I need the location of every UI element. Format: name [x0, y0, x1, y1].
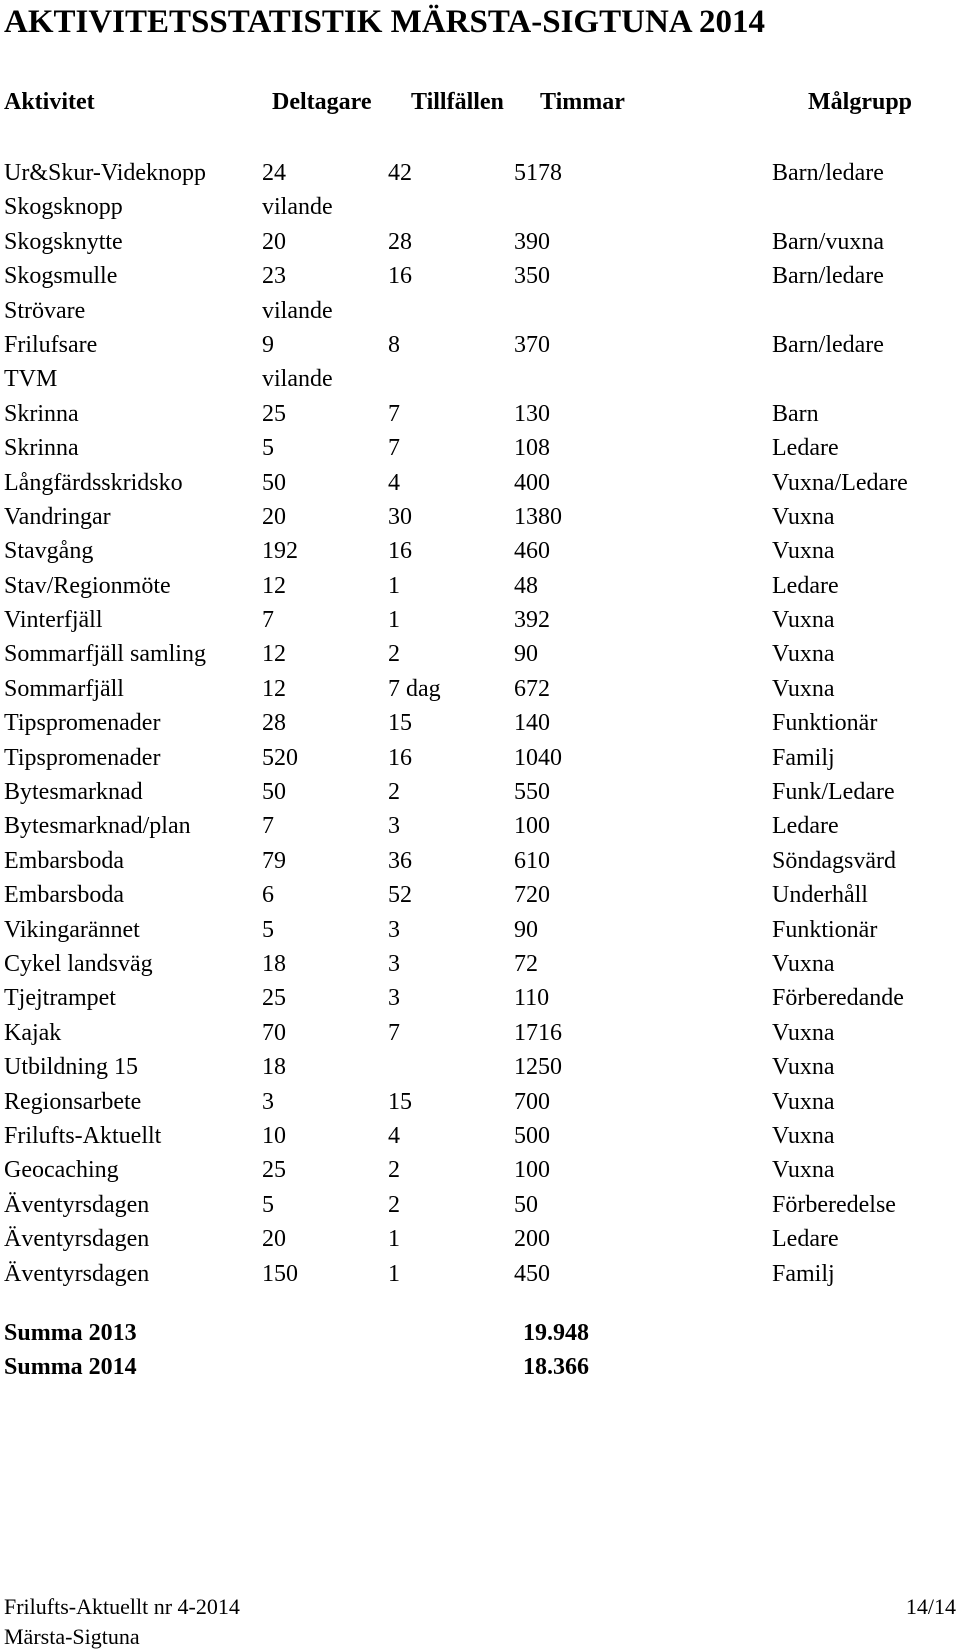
- cell-malgrupp: Söndagsvärd: [772, 847, 896, 874]
- cell-deltagare: 192: [262, 538, 298, 565]
- table-row: [0, 500, 960, 534]
- cell-malgrupp: Ledare: [772, 1226, 839, 1253]
- cell-aktivitet: Utbildning 15: [4, 1054, 139, 1081]
- cell-tillfallen: 2: [388, 1157, 400, 1184]
- cell-tillfallen: 7: [388, 400, 400, 427]
- header-aktivitet: Aktivitet: [4, 89, 95, 115]
- cell-aktivitet: Vinterfjäll: [4, 607, 103, 634]
- table-row: [0, 1222, 960, 1256]
- cell-timmar: 110: [514, 985, 550, 1012]
- cell-deltagare: 9: [262, 331, 274, 358]
- table-row: [0, 156, 960, 190]
- table-row: [0, 294, 960, 328]
- cell-malgrupp: Vuxna: [772, 1122, 835, 1149]
- cell-aktivitet: Äventyrsdagen: [4, 1191, 150, 1218]
- table-row: [0, 981, 960, 1015]
- cell-deltagare: 50: [262, 779, 286, 806]
- cell-timmar: 550: [514, 779, 550, 806]
- cell-aktivitet: Skogsmulle: [4, 263, 118, 290]
- table-row: [0, 569, 960, 603]
- table-row: [0, 603, 960, 637]
- cell-deltagare: 23: [262, 263, 286, 290]
- cell-malgrupp: Barn/ledare: [772, 331, 884, 358]
- cell-deltagare: 12: [262, 572, 286, 599]
- cell-timmar: 392: [514, 607, 550, 634]
- table-row: [0, 1188, 960, 1222]
- cell-timmar: 700: [514, 1088, 550, 1115]
- header-tillfallen: Tillfällen: [411, 89, 504, 115]
- table-row: [0, 1119, 960, 1153]
- cell-timmar: 108: [514, 435, 550, 462]
- cell-deltagare: 5: [262, 1191, 274, 1218]
- cell-malgrupp: Vuxna: [772, 641, 835, 668]
- cell-tillfallen: 2: [388, 779, 400, 806]
- table-row: [0, 397, 960, 431]
- summary-label: Summa 2013: [4, 1320, 137, 1346]
- cell-aktivitet: Cykel landsväg: [4, 950, 153, 977]
- cell-timmar: 460: [514, 538, 550, 565]
- cell-tillfallen: 16: [388, 263, 412, 290]
- cell-aktivitet: Äventyrsdagen: [4, 1226, 150, 1253]
- cell-aktivitet: TVM: [4, 366, 58, 393]
- cell-malgrupp: Barn/vuxna: [772, 228, 884, 255]
- cell-malgrupp: Vuxna/Ledare: [772, 469, 908, 496]
- cell-deltagare: 7: [262, 813, 274, 840]
- cell-malgrupp: Vuxna: [772, 503, 835, 530]
- cell-timmar: 140: [514, 710, 550, 737]
- cell-aktivitet: Tjejtrampet: [4, 985, 116, 1012]
- cell-aktivitet: Äventyrsdagen: [4, 1260, 150, 1287]
- table-row: [0, 466, 960, 500]
- cell-timmar: 1380: [514, 503, 562, 530]
- cell-deltagare: 50: [262, 469, 286, 496]
- cell-aktivitet: Embarsboda: [4, 882, 124, 909]
- table-row: [0, 672, 960, 706]
- cell-aktivitet: Strövare: [4, 297, 86, 324]
- cell-tillfallen: 36: [388, 847, 412, 874]
- cell-aktivitet: Långfärdsskridsko: [4, 469, 183, 496]
- table-row: [0, 775, 960, 809]
- cell-timmar: 1040: [514, 744, 562, 771]
- cell-malgrupp: Vuxna: [772, 538, 835, 565]
- summary-label: Summa 2014: [4, 1354, 137, 1380]
- cell-aktivitet: Bytesmarknad: [4, 779, 143, 806]
- cell-malgrupp: Vuxna: [772, 675, 835, 702]
- cell-aktivitet: Tipspromenader: [4, 710, 161, 737]
- summary-section: [0, 1316, 960, 1384]
- cell-malgrupp: Funktionär: [772, 916, 878, 943]
- cell-tillfallen: 30: [388, 503, 412, 530]
- table-row: [0, 1085, 960, 1119]
- cell-tillfallen: 1: [388, 1260, 400, 1287]
- cell-aktivitet: Skogsknopp: [4, 194, 123, 221]
- table-row: [0, 947, 960, 981]
- cell-tillfallen: 1: [388, 1226, 400, 1253]
- cell-tillfallen: 2: [388, 1191, 400, 1218]
- cell-tillfallen: 1: [388, 572, 400, 599]
- cell-malgrupp: Barn/ledare: [772, 160, 884, 186]
- cell-timmar: 350: [514, 263, 550, 290]
- cell-tillfallen: 15: [388, 710, 412, 737]
- table-row: [0, 706, 960, 740]
- cell-deltagare: 5: [262, 435, 274, 462]
- cell-aktivitet: Sommarfjäll: [4, 675, 124, 702]
- table-row: [0, 190, 960, 224]
- cell-aktivitet: Kajak: [4, 1019, 62, 1046]
- cell-timmar: 370: [514, 331, 550, 358]
- summary-value: 18.366: [523, 1354, 589, 1380]
- table-row: [0, 913, 960, 947]
- cell-deltagare: 18: [262, 950, 286, 977]
- cell-tillfallen: 1: [388, 607, 400, 634]
- cell-timmar: 390: [514, 228, 550, 255]
- cell-deltagare: 28: [262, 710, 286, 737]
- cell-aktivitet: Ur&Skur-Videknopp: [4, 160, 207, 186]
- cell-timmar: 400: [514, 469, 550, 496]
- cell-malgrupp: Vuxna: [772, 1054, 835, 1081]
- cell-deltagare: vilande: [262, 366, 333, 393]
- cell-tillfallen: 3: [388, 985, 400, 1012]
- cell-deltagare: 25: [262, 1157, 286, 1184]
- cell-deltagare: 10: [262, 1122, 286, 1149]
- cell-tillfallen: 3: [388, 813, 400, 840]
- table-row: [0, 534, 960, 568]
- cell-aktivitet: Frilufts-Aktuellt: [4, 1122, 162, 1149]
- table-header: [0, 84, 960, 120]
- cell-deltagare: vilande: [262, 297, 333, 324]
- cell-tillfallen: 3: [388, 916, 400, 943]
- cell-timmar: 672: [514, 675, 550, 702]
- cell-malgrupp: Vuxna: [772, 607, 835, 634]
- cell-deltagare: 20: [262, 503, 286, 530]
- cell-tillfallen: 16: [388, 744, 412, 771]
- cell-timmar: 1716: [514, 1019, 562, 1046]
- cell-deltagare: 5: [262, 916, 274, 943]
- cell-deltagare: 24: [262, 160, 286, 186]
- cell-malgrupp: Förberedelse: [772, 1191, 896, 1218]
- cell-deltagare: 6: [262, 882, 274, 909]
- summary-row: [0, 1316, 960, 1350]
- cell-aktivitet: Embarsboda: [4, 847, 124, 874]
- header-timmar: Timmar: [540, 89, 625, 115]
- cell-aktivitet: Tipspromenader: [4, 744, 161, 771]
- cell-malgrupp: Förberedande: [772, 985, 904, 1012]
- table-row: [0, 1016, 960, 1050]
- table-row: [0, 1257, 960, 1291]
- cell-aktivitet: Stav/Regionmöte: [4, 572, 171, 599]
- cell-deltagare: 25: [262, 985, 286, 1012]
- cell-deltagare: 12: [262, 641, 286, 668]
- table-row: [0, 259, 960, 293]
- cell-malgrupp: Funktionär: [772, 710, 878, 737]
- table-row: [0, 431, 960, 465]
- cell-timmar: 90: [514, 916, 538, 943]
- cell-malgrupp: Vuxna: [772, 1019, 835, 1046]
- cell-timmar: 450: [514, 1260, 550, 1287]
- cell-aktivitet: Frilufsare: [4, 331, 98, 358]
- cell-tillfallen: 8: [388, 331, 400, 358]
- cell-aktivitet: Vandringar: [4, 503, 111, 530]
- cell-aktivitet: Skogsknytte: [4, 228, 123, 255]
- cell-malgrupp: Barn: [772, 400, 819, 427]
- cell-aktivitet: Geocaching: [4, 1157, 119, 1184]
- cell-tillfallen: 52: [388, 882, 412, 909]
- cell-deltagare: 520: [262, 744, 298, 771]
- cell-malgrupp: Vuxna: [772, 1088, 835, 1115]
- table-row: [0, 878, 960, 912]
- cell-tillfallen: 42: [388, 160, 412, 186]
- cell-deltagare: 18: [262, 1054, 286, 1081]
- cell-timmar: 720: [514, 882, 550, 909]
- footer-publication: Frilufts-Aktuellt nr 4-2014: [4, 1594, 240, 1619]
- cell-deltagare: 70: [262, 1019, 286, 1046]
- cell-tillfallen: 28: [388, 228, 412, 255]
- summary-row: [0, 1350, 960, 1384]
- cell-tillfallen: 15: [388, 1088, 412, 1115]
- cell-tillfallen: 7: [388, 1019, 400, 1046]
- cell-malgrupp: Ledare: [772, 435, 839, 462]
- cell-timmar: 50: [514, 1191, 538, 1218]
- header-malgrupp: Målgrupp: [808, 89, 913, 115]
- cell-aktivitet: Skrinna: [4, 400, 79, 427]
- cell-deltagare: vilande: [262, 194, 333, 221]
- table-row: [0, 1153, 960, 1187]
- cell-malgrupp: Familj: [772, 744, 835, 771]
- cell-malgrupp: Vuxna: [772, 950, 835, 977]
- cell-malgrupp: Funk/Ledare: [772, 779, 895, 806]
- cell-deltagare: 25: [262, 400, 286, 427]
- cell-timmar: 90: [514, 641, 538, 668]
- cell-aktivitet: Vikingarännet: [4, 916, 140, 943]
- activity-table: [0, 156, 960, 1291]
- cell-tillfallen: 7: [388, 435, 400, 462]
- footer-page-number: 14/14: [905, 1594, 956, 1619]
- table-row: [0, 362, 960, 396]
- cell-timmar: 500: [514, 1122, 550, 1149]
- cell-tillfallen: 2: [388, 641, 400, 668]
- cell-aktivitet: Regionsarbete: [4, 1088, 142, 1115]
- cell-malgrupp: Vuxna: [772, 1157, 835, 1184]
- footer-region: Märsta-Sigtuna: [4, 1624, 140, 1649]
- header-deltagare: Deltagare: [272, 89, 372, 115]
- cell-tillfallen: 4: [388, 1122, 400, 1149]
- cell-tillfallen: 4: [388, 469, 400, 496]
- cell-timmar: 610: [514, 847, 550, 874]
- cell-timmar: 5178: [514, 160, 562, 186]
- table-row: [0, 328, 960, 362]
- table-row: [0, 1050, 960, 1084]
- cell-timmar: 100: [514, 813, 550, 840]
- cell-malgrupp: Underhåll: [772, 882, 868, 909]
- cell-malgrupp: Ledare: [772, 813, 839, 840]
- cell-deltagare: 12: [262, 675, 286, 702]
- cell-malgrupp: Barn/ledare: [772, 263, 884, 290]
- cell-timmar: 100: [514, 1157, 550, 1184]
- cell-aktivitet: Bytesmarknad/plan: [4, 813, 191, 840]
- cell-deltagare: 20: [262, 228, 286, 255]
- table-row: [0, 844, 960, 878]
- cell-deltagare: 3: [262, 1088, 274, 1115]
- cell-timmar: 130: [514, 400, 550, 427]
- page-title: AKTIVITETSSTATISTIK MÄRSTA-SIGTUNA 2014: [4, 4, 766, 40]
- cell-malgrupp: Familj: [772, 1260, 835, 1287]
- cell-aktivitet: Sommarfjäll samling: [4, 641, 206, 668]
- cell-aktivitet: Skrinna: [4, 435, 79, 462]
- cell-timmar: 1250: [514, 1054, 562, 1081]
- table-row: [0, 809, 960, 843]
- cell-deltagare: 20: [262, 1226, 286, 1253]
- cell-timmar: 48: [514, 572, 538, 599]
- cell-aktivitet: Stavgång: [4, 538, 94, 565]
- cell-malgrupp: Ledare: [772, 572, 839, 599]
- table-row: [0, 741, 960, 775]
- cell-deltagare: 7: [262, 607, 274, 634]
- cell-timmar: 200: [514, 1226, 550, 1253]
- cell-tillfallen: 16: [388, 538, 412, 565]
- table-row: [0, 637, 960, 671]
- table-row: [0, 225, 960, 259]
- cell-timmar: 72: [514, 950, 538, 977]
- cell-deltagare: 150: [262, 1260, 298, 1287]
- cell-tillfallen: 3: [388, 950, 400, 977]
- cell-deltagare: 79: [262, 847, 286, 874]
- summary-value: 19.948: [523, 1320, 589, 1346]
- cell-tillfallen: 7 dag: [388, 675, 441, 702]
